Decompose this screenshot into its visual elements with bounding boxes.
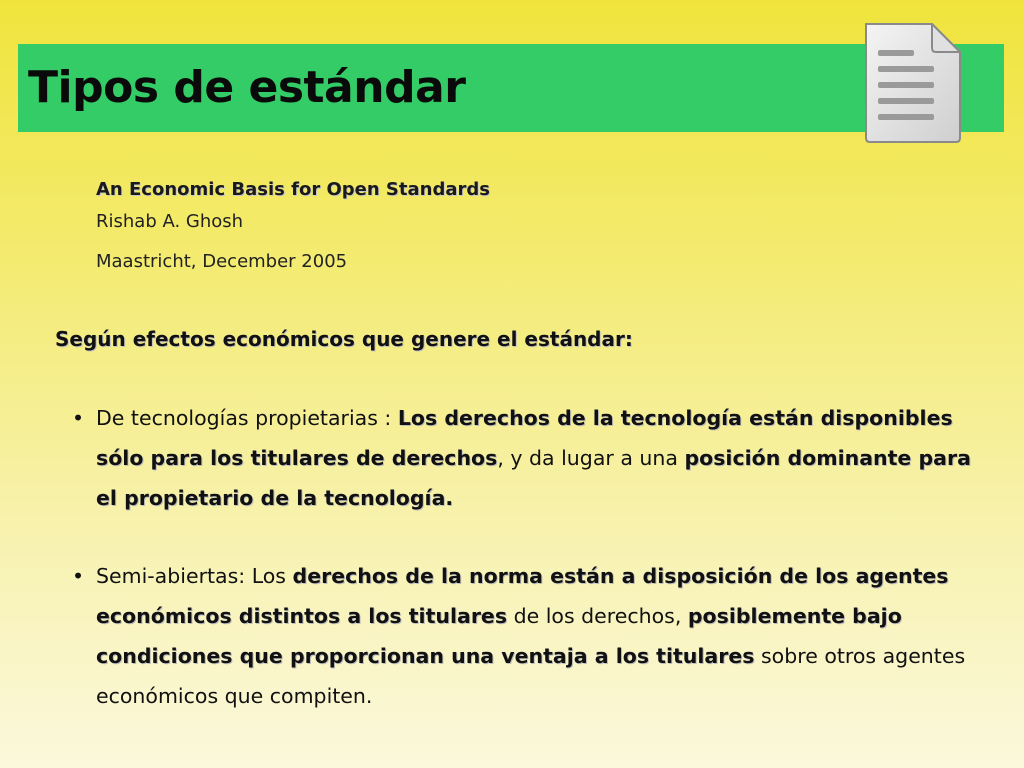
bullet-emphasis: posiblemente bajo condiciones que proporcionan una ventaja a los titulares [96,604,902,668]
bullet-marker: • [72,406,85,430]
bullet-marker: • [72,564,85,588]
bullet-emphasis: posición dominante para el propietario de la tecnología. [96,446,971,510]
bullet-item-semi-abiertas [72,556,976,716]
bullet-text: sobre otros agentes económicos que compiten. [96,644,966,708]
bullet-text: Semi-abiertas: Los [96,564,293,588]
slide-title: Tipos de estándar [28,62,466,113]
document-icon [860,20,964,144]
bullet-emphasis: derechos de la norma están a disposición de los agentes económicos distintos a los titulares [96,564,949,628]
reference-place-date: Maastricht, December 2005 [96,251,348,272]
bullet-text: , y da lugar a una [497,446,685,470]
bullet-text: De tecnologías propietarias : [96,406,398,430]
section-heading: Según efectos económicos que genere el estándar: [55,327,633,351]
bullet-item-propietarias [72,398,976,518]
bullet-emphasis: Los derechos de la tecnología están disponibles sólo para los titulares de derechos [96,406,953,470]
reference-title: An Economic Basis for Open Standards [96,179,490,200]
bullet-text: de los derechos, [507,604,688,628]
reference-author: Rishab A. Ghosh [96,211,244,232]
